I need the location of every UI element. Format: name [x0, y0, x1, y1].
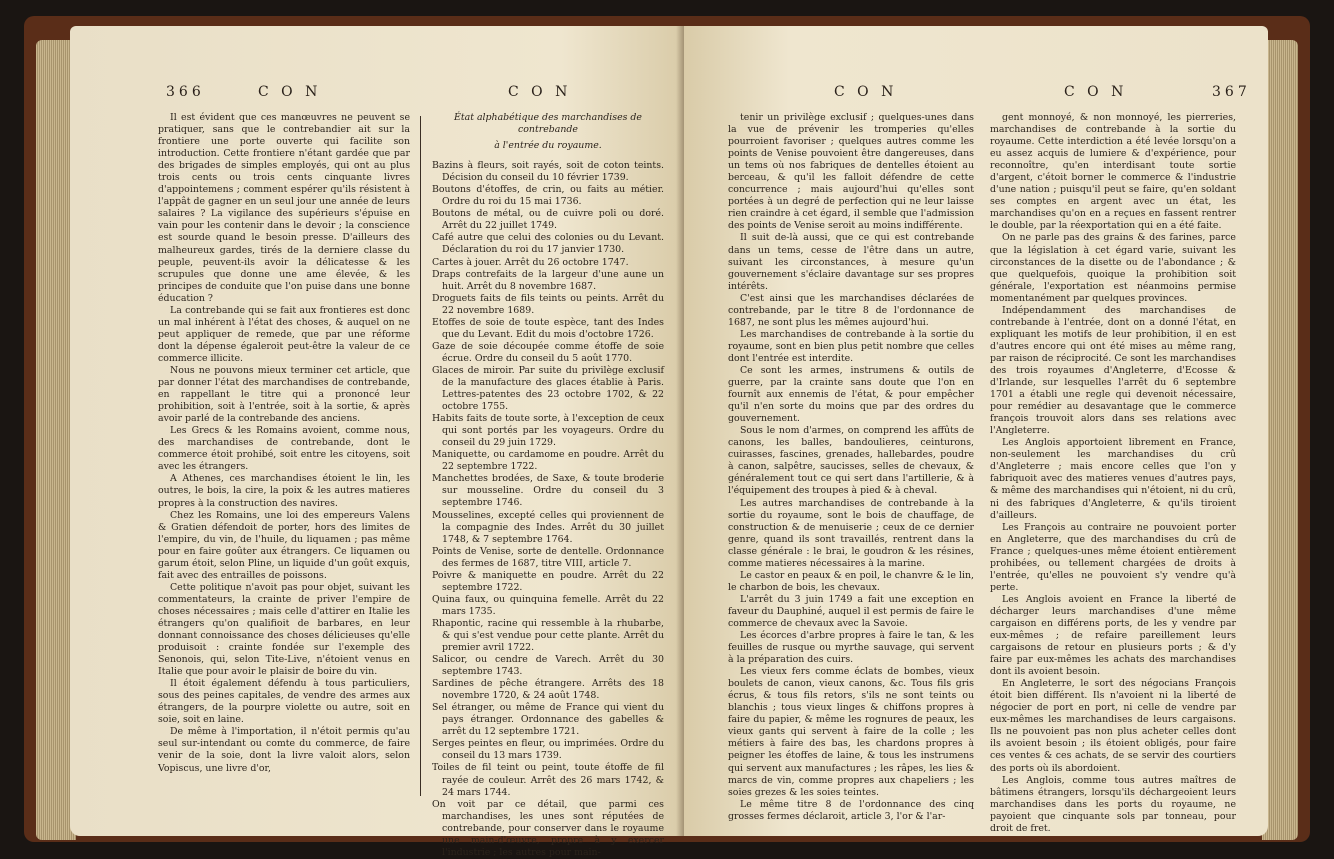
paragraph: Cette politique n'avoit pas pour objet, suivant les commentateurs, la crainte de priver l'empire de choses nécessaires ; mais celle d'attirer en Italie les étrangers qu'on qualifioit de barbares, en leur donnant connoissance des choses délicieuses qu'elle produisoit : crainte fondée sur l'exemple des Senonois, qui, selon Tite-Live, n'étoient venus en Italie que pour avoir le plaisir de boire du vin. [158, 581, 410, 678]
paragraph: Les François au contraire ne pouvoient porter en Angleterre, que des marchandises du crû de France ; quelques-unes même étoient entièrement prohibées, ou tellement chargées de droits à l'entrée, qu'elles ne pouvoient s'y vendre qu'à perte. [990, 521, 1236, 593]
paragraph: On ne parle pas des grains & des farines, parce que la législation à cet égard varie, suivant les circonstances de la disette ou de l'abondance ; & que quelquefois, quoique la prohibition soit générale, l'exportation est néanmoins permise momentanément par quelques provinces. [990, 232, 1236, 304]
right-page [684, 26, 1268, 836]
running-head-right-center: C O N [834, 84, 898, 100]
list-entry: Habits faits de toute sorte, à l'exception de ceux qui sont portés par les voyageurs. Ordre du conseil du 29 juin 1729. [432, 413, 664, 449]
paragraph: Les marchandises de contrebande à la sortie du royaume, sont en bien plus petit nombre que celles dont l'entrée est interdite. [728, 328, 974, 364]
list-entry: Serges peintes en fleur, ou imprimées. Ordre du conseil du 13 mars 1739. [432, 738, 664, 762]
list-entry: Manchettes brodées, de Saxe, & toute broderie sur mousseline. Ordre du conseil du 3 septembre 1746. [432, 473, 664, 509]
paragraph: gent monnoyé, & non monnoyé, les pierreries, marchandises de contrebande à la sortie du royaume. Cette interdiction a été levée lorsqu'on a eu assez acquis de lumiere & d'expérience, pour reconnoître, qu'en interdisant toute sortie d'argent, c'étoit borner le commerce & l'industrie d'une nation ; puisqu'il peut se faire, qu'en soldant ses comptes en argent avec un état, les marchandises qu'on en a reçues en fassent rentrer le double, par la réexportation qui en a été faite. [990, 112, 1236, 232]
paragraph: Les autres marchandises de contrebande à la sortie du royaume, sont le bois de chauffage, de construction & de menuiserie ; ceux de ce dernier genre, quand ils sont travaillés, rentrent dans la classe générale : le brai, le goudron & les résines, comme matieres nécessaires à la marine. [728, 497, 974, 569]
list-entry: Rhapontic, racine qui ressemble à la rhubarbe, & qui s'est vendue pour cette plante. Arrêt du premier avril 1722. [432, 617, 664, 654]
paragraph: Ce sont les armes, instrumens & outils de guerre, par la crainte sans doute que l'on en fournît aux ennemis de l'état, & pour empêcher qu'il n'en sorte du moins que par des ordres du gouvernement. [728, 364, 974, 425]
paragraph: Il étoit également défendu à tous particuliers, sous des peines capitales, de vendre des armes aux étrangers, de la pourpre violette ou autre, soit en soie, soit en laine. [158, 678, 410, 726]
paragraph: Il suit de-là aussi, que ce qui est contrebande dans un tems, cesse de l'être dans un autre, suivant les circonstances, à mesure qu'un gouvernement s'éclaire davantage sur ses propres intérêts. [728, 232, 974, 292]
list-entry: Maniquette, ou cardamome en poudre. Arrêt du 22 septembre 1722. [432, 449, 664, 473]
paragraph: L'arrêt du 3 juin 1749 a fait une exception en faveur du Dauphiné, auquel il est permis de faire le commerce de chevaux avec la Savoie. [728, 593, 974, 629]
paragraph: De même à l'importation, il n'étoit permis qu'au seul sur-intendant ou comte du commerce, de faire venir de la soie, dont la livre valoit alors, selon Vopiscus, une livre d'or, [158, 726, 410, 774]
paragraph: Nous ne pouvons mieux terminer cet article, que par donner l'état des marchandises de contrebande, en rappellant le titre qui a prononcé leur prohibition, soit à l'entrée, soit à la sortie, & après avoir parlé de la contrebande des anciens. [158, 364, 410, 425]
list-entry: Bazins à fleurs, soit rayés, soit de coton teints. Décision du conseil du 10 février 1739. [432, 160, 664, 184]
list-entry: Salicor, ou cendre de Varech. Arrêt du 30 septembre 1743. [432, 654, 664, 678]
paragraph: Le castor en peaux & en poil, le chanvre & le lin, le charbon de bois, les chevaux. [728, 569, 974, 593]
left-column-2 [432, 112, 664, 859]
list-entry: Café autre que celui des colonies ou du Levant. Déclaration du roi du 17 janvier 1730. [432, 232, 664, 256]
list-entry: Sel étranger, ou même de France qui vient du pays étranger. Ordonnance des gabelles & arrêt du 12 septembre 1721. [432, 702, 664, 738]
right-column-1 [728, 112, 974, 823]
list-entry: Sardines de pêche étrangere. Arrêts des 18 novembre 1720, & 24 août 1748. [432, 678, 664, 702]
paragraph: C'est ainsi que les marchandises déclarées de contrebande, par le titre 8 de l'ordonnance de 1687, ne sont plus les mêmes aujourd'hui. [728, 292, 974, 328]
paragraph: Il est évident que ces manœuvres ne peuvent se pratiquer, sans que le contrebandier ait sur la frontiere une porte ouverte qui facilite son introduction. Cette frontiere n'étant gardée que par des brigades de simples employés, qui ont au plus trois cents ou trois cents cinquante livres d'appointemens ; comment espérer qu'ils résistent à l'appât de gagner en un seul jour une année de leurs salaires ? La vigilance des supérieurs s'épuise en vain pour les contenir dans le devoir ; la conscience est sourde quand le besoin presse. D'ailleurs des malheureux gardes, tirés de la derniere classe du peuple, peuvent-ils avoir la délicatesse & les scrupules que donne une ame élevée, & les principes de conduite que l'on puise dans une bonne éducation ? [158, 112, 410, 304]
paragraph: Le même titre 8 de l'ordonnance des cinq grosses fermes déclaroit, article 3, l'or & l'ar- [728, 798, 974, 822]
list-entry: Toiles de fil teint ou peint, toute étoffe de fil rayée de couleur. Arrêt des 26 mars 1742, & 24 mars 1744. [432, 762, 664, 798]
right-column-2 [990, 112, 1236, 835]
column-rule [420, 116, 421, 796]
list-title: État alphabétique des marchandises de contrebande [454, 112, 642, 136]
list-entry: Gaze de soie découpée comme étoffe de soie écrue. Ordre du conseil du 5 août 1770. [432, 340, 664, 364]
list-entry: Cartes à jouer. Arrêt du 26 octobre 1747. [432, 256, 629, 268]
list-entry: Etoffes de soie de toute espèce, tant des Indes que du Levant. Edit du mois d'octobre 1726. [432, 316, 664, 340]
list-entry: Poivre & maniquette en poudre. Arrêt du 22 septembre 1722. [432, 569, 664, 593]
list-subtitle: à l'entrée du royaume. [494, 140, 602, 152]
list-entry: Glaces de miroir. Par suite du privilège exclusif de la manufacture des glaces établie à Paris. Lettres-patentes des 23 octobre 1702, & 22 octobre 1755. [432, 364, 664, 413]
list-entry: Points de Venise, sorte de dentelle. Ordonnance des fermes de 1687, titre VIII, article 7. [432, 545, 664, 569]
running-head-left-center: C O N [508, 84, 572, 100]
paragraph: En Angleterre, le sort des négocians François étoit bien différent. Ils n'avoient ni la liberté de négocier de port en port, ni celle de vendre par eux-mêmes les marchandises de leurs cargaisons. Ils ne pouvoient pas non plus acheter celles dont ils avoient besoin ; ils étoient obligés, pour faire ces ventes & ces achats, de se servir des courtiers des ports où ils abordoient. [990, 678, 1236, 774]
list-entry: Draps contrefaits de la largeur d'une aune un huit. Arrêt du 8 novembre 1687. [432, 268, 664, 292]
running-head-left: C O N [258, 84, 322, 100]
page-number-left: 366 [166, 84, 205, 100]
list-entry: Boutons de métal, ou de cuivre poli ou doré. Arrêt du 22 juillet 1749. [432, 208, 664, 232]
list-entry: Mousselines, excepté celles qui proviennent de la compagnie des Indes. Arrêt du 30 juillet 1748, & 7 septembre 1764. [432, 509, 664, 545]
list-entry: Quina faux, ou quinquina femelle. Arrêt du 22 mars 1735. [432, 593, 664, 617]
paragraph: La contrebande qui se fait aux frontieres est donc un mal inhérent à l'état des choses, & auquel on ne peut appliquer de remede, que par une réforme dont la dépense égaleroit peut-être la valeur de ce commerce illicite. [158, 304, 410, 364]
paragraph: Les Anglois avoient en France la liberté de décharger leurs marchandises d'une même cargaison en différens ports, de les y vendre par eux-mêmes ; de refaire pareillement leurs cargaisons de retour en plusieurs ports ; & d'y faire par eux-mêmes les achats des marchandises dont ils avoient besoin. [990, 593, 1236, 678]
paragraph: tenir un privilège exclusif ; quelques-unes dans la vue de prévenir les tromperies qu'elles pourroient favoriser ; quelques autres comme les points de Venise pouvoient être dangereuses, dans un tems où nos fabriques de dentelles étoient au berceau, & qu'il les falloit défendre de cette concurrence ; mais aujourd'hui qu'elles sont portées à un degré de perfection qui ne leur laisse rien craindre à cet égard, il semble que l'admission des points de Venise seroit au moins indifférente. [728, 112, 974, 232]
paragraph: Les Anglois, comme tous autres maîtres de bâtimens étrangers, lorsqu'ils déchargeoient leurs marchandises dans les ports du royaume, ne payoient que cinquante sols par tonneau, pour droit de fret. [990, 774, 1236, 834]
open-book [24, 16, 1310, 858]
page-number-right: 367 [1212, 84, 1251, 100]
paragraph: Les Anglois apportoient librement en France, non-seulement les marchandises du crû d'Angleterre ; mais encore celles que l'on y fabriquoit avec des matieres venues d'autres pays, & même des marchandises qui n'étoient, ni du crû, ni des fabriques d'Angleterre, & qu'ils tiroient d'ailleurs. [990, 437, 1236, 521]
paragraph: Les vieux fers comme éclats de bombes, vieux boulets de canon, vieux canons, &c. Tous fils gris écrus, & tous fils retors, s'ils ne sont teints ou blanchis ; tous vieux linges & chiffons propres à faire du papier, & même les rognures de peaux, les vieux gants qui servent à faire de la colle ; les métiers à faire des bas, les chardons propres à peigner les étoffes de laine, & tous les instrumens qui servent aux manufactures ; les râpes, les lies & marcs de vin, comme propres aux chapeliers ; les soies grezes & les soies teintes. [728, 666, 974, 798]
paragraph: Les Grecs & les Romains avoient, comme nous, des marchandises de contrebande, dont le commerce étoit prohibé, soit entre les citoyens, soit avec les étrangers. [158, 425, 410, 473]
left-page [70, 26, 684, 858]
paragraph: Chez les Romains, une loi des empereurs Valens & Gratien défendoit de porter, hors des limites de l'empire, du vin, de l'huile, du liquamen ; pas même pour en faire goûter aux étrangers. Ce liquamen ou garum étoit, selon Pline, un liquide d'un goût exquis, fait avec des entrailles de poissons. [158, 509, 410, 581]
list-entry: Droguets faits de fils teints ou peints. Arrêt du 22 novembre 1689. [432, 292, 664, 316]
paragraph: Indépendamment des marchandises de contrebande à l'entrée, dont on a donné l'état, en expliquant les motifs de leur prohibition, il en est d'autres encore qui ont été mises au même rang, par raison de réciprocité. Ce sont les marchandises des trois royaumes d'Angleterre, d'Ecosse & d'Irlande, sur lesquelles l'arrêt du 6 septembre 1701 a établi une regle qui devenoit nécessaire, pour remédier au desavantage que le commerce françois trouvoit alors dans ses relations avec l'Angleterre. [990, 304, 1236, 437]
list-entry: Boutons d'étoffes, de crin, ou faits au métier. Ordre du roi du 15 mai 1736. [432, 184, 664, 208]
list-entry: On voit par ce détail, que parmi ces marchandises, les unes sont réputées de contrebande, pour conserver dans le royaume une main-d'œuvre, propre à y exercer l'industrie ; les autres pour main- [432, 798, 664, 858]
left-column-1 [158, 112, 410, 775]
paragraph: A Athenes, ces marchandises étoient le lin, les outres, le bois, la cire, la poix & les autres matieres propres à la construction des navires. [158, 473, 410, 509]
paragraph: Les écorces d'arbre propres à faire le tan, & les feuilles de rusque ou myrthe sauvage, qui servent à la préparation des cuirs. [728, 630, 974, 666]
paragraph: Sous le nom d'armes, on comprend les affûts de canons, les balles, bandoulieres, ceinturons, cuirasses, fascines, grenades, hallebardes, poudre à canon, salpêtre, saucisses, selles de chevaux, & généralement tout ce qui sert dans l'artillerie, & à l'équipement des troupes à pied & à cheval. [728, 425, 974, 497]
running-head-right: C O N [1064, 84, 1128, 100]
